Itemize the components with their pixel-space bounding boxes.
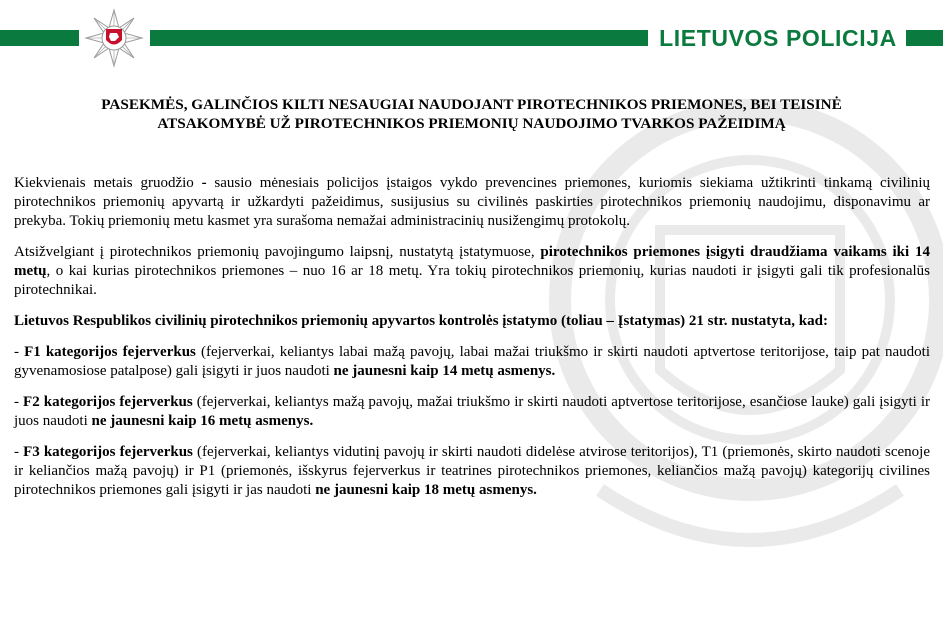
law-reference-text: Lietuvos Respublikos civilinių pirotechnikos priemonių apyvartos kontrolės įstatymo (toliau – Įstatymas) 21 str. nustatyta, kad: [14,313,828,329]
paragraph-age-limits [14,243,930,300]
f1-age-rule: ne jaunesni kaip 14 metų asmenys. [333,363,556,379]
list-item-f3 [14,443,930,500]
age-limits-emphasis: pirotechnikos priemones įsigyti draudžiama vaikams iki 14 metų [14,244,930,279]
green-stripe-right [906,30,943,46]
title-line-2: ATSAKOMYBĖ UŽ PIROTECHNIKOS PRIEMONIŲ NAUDOJIMO TVARKOS PAŽEIDIMĄ [157,115,786,132]
f3-category: F3 kategorijos fejerverkus [23,444,193,460]
list-item-f1 [14,343,930,381]
f1-description: (fejerverkai, keliantys labai mažą pavojų, labai mažai triukšmo ir skirti naudoti aptvertose teritorijose, taip pat naudoti gyvenamosiose patalpose) gali įsigyti ir juos naudoti [14,344,930,379]
intro-text-a: Kiekvienais metais gruodžio [14,175,202,191]
green-stripe-middle [150,30,648,46]
f2-age-rule: ne jaunesni kaip 16 metų asmenys. [91,413,314,429]
document-body [14,174,930,512]
intro-dash: - [201,175,207,191]
f3-dash: - [14,444,24,460]
title-line-1: PASEKMĖS, GALINČIOS KILTI NESAUGIAI NAUDOJANT PIROTECHNIKOS PRIEMONES, BEI TEISINĖ [101,96,842,113]
document-title [0,95,943,133]
brand-name: LIETUVOS POLICIJA [659,25,897,51]
age-limits-text-a: Atsižvelgiant į pirotechnikos priemonių pavojingumo laipsnį, nustatytą įstatymuose, [14,244,541,260]
paragraph-law-reference [14,312,930,331]
age-limits-text-c: , o kai kurias pirotechnikos priemones – nuo 16 ar 18 metų. Yra tokių pirotechnikos priemonių, kurias naudoti ir įsigyti gali tik profesionalūs pirotechnikai. [14,263,930,298]
f2-dash: - [14,394,24,410]
intro-text-c: sausio mėnesiais policijos įstaigos vykdo prevencines priemones, kuriomis siekiama užtikrinti tinkamą civilinių pirotechnikos priemonių apyvartą ir užkardyti pažeidimus, susijusius su civilinės paskirties pirotechnikos priemonių naudojimu, disponavimu ar prekyba. Tokių priemonių metu kasmet yra surašoma nemažai administracinių nusižengimų protokolų. [14,175,930,229]
f1-category: F1 kategorijos fejerverkus [24,344,196,360]
f1-dash: - [14,344,25,360]
list-item-f2 [14,393,930,431]
f3-age-rule: ne jaunesni kaip 18 metų asmenys. [315,482,537,498]
f2-description: (fejerverkai, keliantys mažą pavojų, mažai triukšmo ir skirti naudoti aptvertose teritorijose, esančiose lauke) gali įsigyti ir juos naudoti [14,394,931,429]
f2-category: F2 kategorijos fejerverkus [23,394,193,410]
police-star-emblem-icon [84,8,144,68]
green-stripe-left [0,30,79,46]
page-header [0,0,943,80]
paragraph-intro [14,174,930,231]
f3-description: (fejerverkai, keliantys vidutinį pavojų ir skirti naudoti didelėse atvirose teritorijos), T1 (priemonės, skirto naudoti scenoje ir keliančios mažą pavojų) ir P1 (priemonės, išskyrus fejerverkus ir teatrines pirotechnikos priemones, keliančios mažą pavojų) kategorijų civilines pirotechnikos priemones gali įsigyti ir jas naudoti [14,444,930,498]
